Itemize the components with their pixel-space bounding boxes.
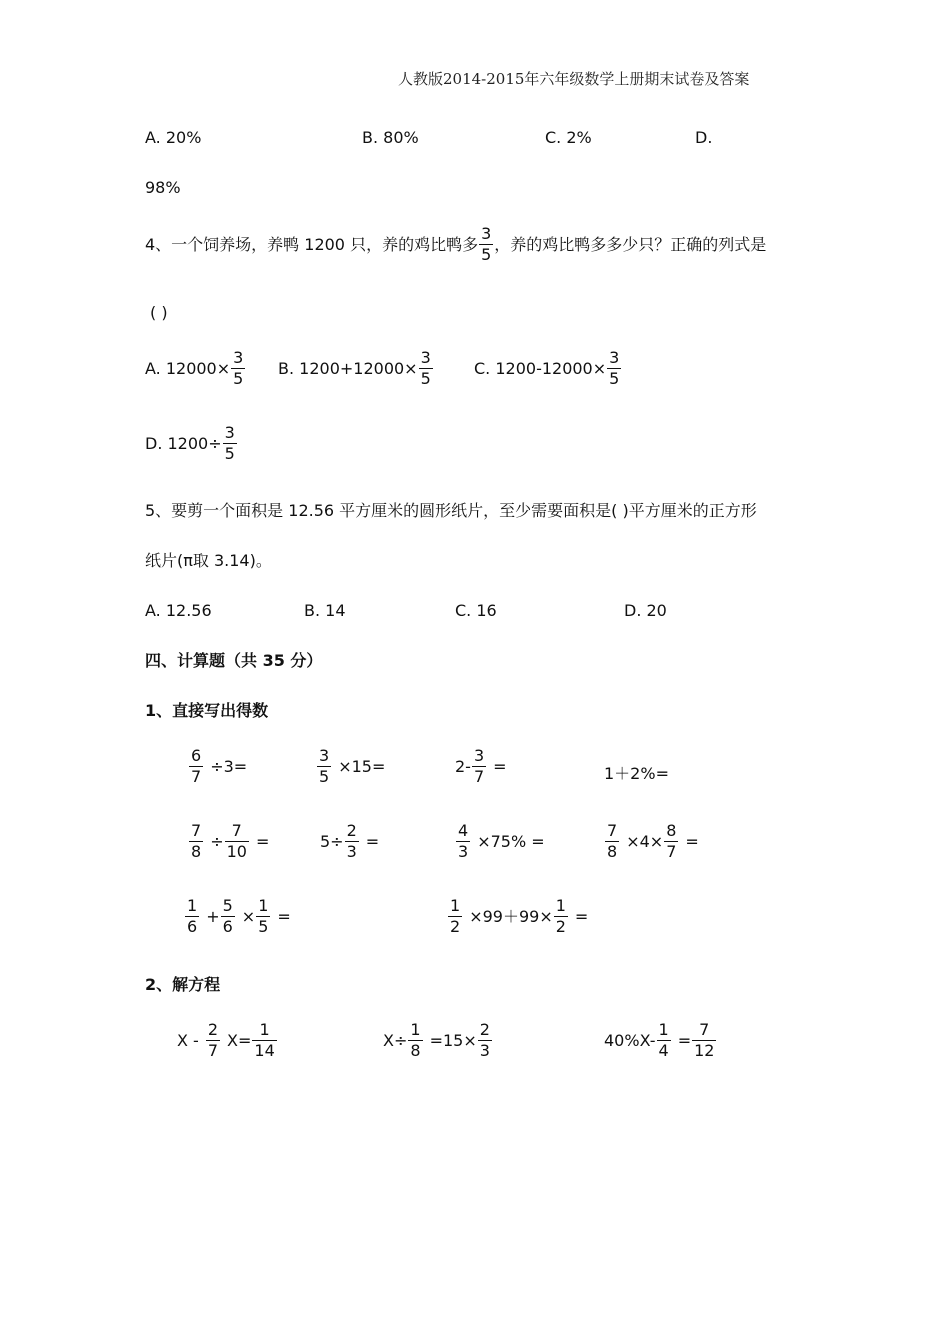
fraction-denominator: 5 [233, 369, 244, 388]
section-title: 四、计算题（共 35 分） [145, 651, 323, 670]
fraction-denominator: 8 [607, 842, 618, 861]
q4-option-d [145, 425, 238, 462]
q5-option-b: B. 14 [304, 601, 346, 620]
fraction [605, 823, 619, 860]
fraction-numerator: 1 [259, 1020, 270, 1039]
fraction-numerator: 6 [191, 746, 202, 765]
expr-operator: ÷ [210, 831, 224, 851]
q5-option-c: C. 16 [455, 601, 497, 620]
q4-answer-blank: ( ) [150, 303, 168, 322]
calc-r1c4: 1＋2%= [604, 764, 669, 783]
q5-option-a: A. 12.56 [145, 601, 212, 620]
fraction [252, 1022, 276, 1059]
fraction-numerator: 8 [666, 821, 677, 840]
fraction [448, 898, 462, 935]
q3-option-d: D. [695, 128, 713, 147]
fraction [221, 898, 235, 935]
q4-option-b-text: B. 1200+12000× [278, 358, 418, 378]
fraction [408, 1022, 422, 1059]
fraction [456, 823, 470, 860]
fraction-denominator: 7 [473, 767, 485, 786]
q4-stem-fraction [479, 226, 493, 263]
fraction-denominator: 5 [224, 444, 235, 463]
fraction-denominator: 7 [666, 842, 677, 861]
fraction-numerator: 1 [410, 1020, 421, 1039]
calc-r3c1 [184, 898, 291, 935]
q4-option-a-fraction [231, 350, 245, 387]
fraction-denominator: 7 [191, 767, 202, 786]
q4-option-b [278, 350, 434, 387]
q3-option-b: B. 80% [362, 128, 419, 147]
q3-option-d-value: 98% [145, 178, 181, 197]
calc-r2c3 [455, 823, 545, 860]
fraction-denominator: 7 [207, 1041, 219, 1060]
equation-3 [604, 1022, 717, 1059]
expr-prefix: X÷ [383, 1030, 408, 1050]
fraction [317, 748, 331, 785]
fraction-denominator: 6 [222, 917, 233, 936]
fraction-numerator: 3 [319, 746, 330, 765]
fraction-numerator: 2 [346, 821, 357, 840]
q4-option-b-fraction [419, 350, 433, 387]
fraction-denominator: 8 [191, 842, 202, 861]
q4-option-c-text: C. 1200-12000× [474, 358, 607, 378]
expr-middle: = [677, 1030, 692, 1050]
fraction-numerator: 7 [699, 1020, 710, 1039]
fraction [189, 823, 203, 860]
calc-r2c1 [188, 823, 269, 860]
fraction-numerator: 1 [187, 896, 198, 915]
fraction [345, 823, 359, 860]
fraction-numerator: 1 [450, 896, 461, 915]
expr-prefix: 5÷ [320, 831, 344, 851]
equation-1 [177, 1022, 278, 1059]
fraction-denominator: 5 [319, 767, 330, 786]
fraction-numerator: 1 [555, 896, 566, 915]
fraction-numerator: 3 [481, 224, 492, 243]
equation-2 [383, 1022, 493, 1059]
expr-operator: × [241, 906, 256, 926]
expr-middle: X= [227, 1030, 252, 1050]
q4-stem-after: ，养的鸡比鸭多多少只？正确的列式是 [494, 234, 767, 254]
expr-tail: ×15= [338, 756, 386, 776]
fraction [692, 1022, 716, 1059]
q4-option-a-text: A. 12000× [145, 358, 231, 378]
fraction [206, 1022, 220, 1059]
fraction-numerator: 1 [258, 896, 269, 915]
fraction [657, 1022, 671, 1059]
fraction-numerator: 1 [658, 1020, 669, 1039]
fraction-numerator: 2 [479, 1020, 490, 1039]
calc-r1c2 [316, 748, 385, 785]
expr-tail: ×75% = [477, 831, 545, 851]
fraction-denominator: 6 [187, 917, 198, 936]
expr-operator: ×4× [626, 831, 664, 851]
calc-r2c2 [320, 823, 379, 860]
calc-r3c2 [447, 898, 588, 935]
fraction-numerator: 3 [420, 348, 431, 367]
fraction [664, 823, 678, 860]
fraction [554, 898, 568, 935]
fraction-denominator: 2 [555, 917, 566, 936]
fraction [478, 1022, 492, 1059]
q4-option-a [145, 350, 246, 387]
fraction-denominator: 10 [226, 842, 247, 861]
q4-stem-before: 4、一个饲养场，养鸭 1200 只，养的鸡比鸭多 [145, 234, 479, 254]
fraction-numerator: 3 [224, 423, 235, 442]
fraction-numerator: 7 [231, 821, 242, 840]
fraction-denominator: 3 [346, 842, 357, 861]
calc-r1c1 [188, 748, 247, 785]
fraction [256, 898, 270, 935]
q3-option-c: C. 2% [545, 128, 592, 147]
fraction [225, 823, 249, 860]
fraction-denominator: 14 [254, 1041, 275, 1060]
expr-operator: + [206, 906, 220, 926]
expr-middle: =15× [429, 1030, 477, 1050]
fraction-denominator: 8 [410, 1041, 421, 1060]
calc-r2c4 [604, 823, 699, 860]
expr-prefix: X - [177, 1030, 199, 1050]
q4-option-c [474, 350, 622, 387]
expr-tail: = [493, 756, 507, 776]
fraction-numerator: 3 [609, 348, 620, 367]
fraction-numerator: 2 [207, 1020, 219, 1039]
fraction-numerator: 3 [233, 348, 244, 367]
fraction-numerator: 7 [191, 821, 202, 840]
fraction-denominator: 2 [450, 917, 461, 936]
q3-option-a: A. 20% [145, 128, 202, 147]
calc-r1c3 [455, 748, 507, 785]
expr-tail: = [574, 906, 589, 926]
q4-option-d-text: D. 1200÷ [145, 433, 222, 453]
fraction-denominator: 5 [258, 917, 269, 936]
fraction-numerator: 4 [458, 821, 469, 840]
fraction [185, 898, 199, 935]
fraction-numerator: 3 [473, 746, 485, 765]
expr-tail: = [255, 831, 270, 851]
expr-tail: = [365, 831, 380, 851]
q4-option-c-fraction [607, 350, 621, 387]
expr-tail: = [277, 906, 291, 926]
expr-prefix: 40%X- [604, 1030, 656, 1050]
fraction-denominator: 5 [481, 245, 492, 264]
q5-stem-line1: 5、要剪一个面积是 12.56 平方厘米的圆形纸片，至少需要面积是( )平方厘米的正方形 [145, 501, 757, 520]
q5-stem-line2: 纸片(π取 3.14)。 [145, 551, 272, 570]
fraction-denominator: 12 [694, 1041, 715, 1060]
fraction-denominator: 4 [658, 1041, 669, 1060]
expr-prefix: 2- [455, 756, 471, 776]
q4-stem [145, 226, 766, 263]
subsection-equations: 2、解方程 [145, 975, 221, 994]
expr-tail: = [685, 831, 699, 851]
q4-option-d-fraction [223, 425, 237, 462]
fraction [472, 748, 486, 785]
fraction-denominator: 5 [420, 369, 431, 388]
expr-tail: ÷3= [210, 756, 248, 776]
expr-middle: ×99＋99× [469, 906, 553, 926]
subsection-direct-answers: 1、直接写出得数 [145, 701, 269, 720]
fraction-numerator: 5 [222, 896, 233, 915]
q5-option-d: D. 20 [624, 601, 667, 620]
fraction [189, 748, 203, 785]
fraction-denominator: 3 [458, 842, 469, 861]
fraction-numerator: 7 [607, 821, 618, 840]
page-header: 人教版2014-2015年六年级数学上册期末试卷及答案 [398, 70, 750, 88]
fraction-denominator: 5 [609, 369, 620, 388]
fraction-denominator: 3 [479, 1041, 490, 1060]
